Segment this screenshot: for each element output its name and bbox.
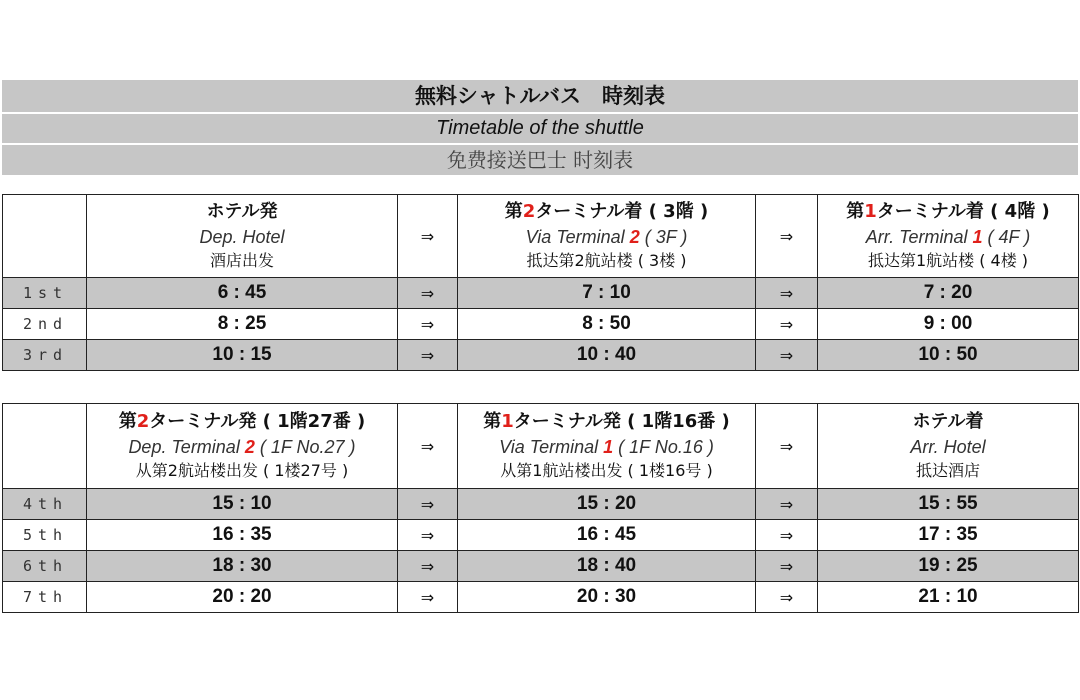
time-cell: 10 : 15: [87, 340, 398, 371]
time-cell: 7 : 10: [458, 278, 756, 309]
time-cell: 9 : 00: [818, 309, 1079, 340]
title-english: Timetable of the shuttle: [2, 114, 1078, 143]
header-jp: 第2ターミナル発 ( 1階27番 ): [118, 411, 366, 432]
header-zh: 酒店出发: [209, 251, 274, 270]
time-cell: 17 : 35: [818, 520, 1079, 551]
time-cell: 19 : 25: [818, 551, 1079, 582]
table-row: [3, 551, 1079, 582]
time-cell: 15 : 55: [818, 489, 1079, 520]
table-row: [3, 340, 1079, 371]
time-cell: 10 : 50: [818, 340, 1079, 371]
row-label: 5th: [3, 520, 87, 551]
table-row: [3, 489, 1079, 520]
header-en: Dep. Terminal 2 ( 1F No.27 ): [128, 437, 356, 457]
arrow-cell: ⇒: [398, 195, 458, 278]
header-row: [3, 195, 1079, 278]
header-via-terminal-1: [458, 404, 756, 489]
time-cell: 18 : 30: [87, 551, 398, 582]
arrow-cell: ⇒: [756, 278, 818, 309]
timetable-outbound: [2, 194, 1079, 371]
time-cell: 8 : 25: [87, 309, 398, 340]
header-jp: ホテル発: [206, 201, 278, 222]
arrow-cell: ⇒: [756, 582, 818, 613]
time-cell: 15 : 10: [87, 489, 398, 520]
header-zh: 从第2航站楼出发 ( 1楼27号 ): [135, 461, 349, 480]
header-via-terminal-2: [458, 195, 756, 278]
header-zh: 抵达第1航站楼 ( 4楼 ): [867, 251, 1029, 270]
header-en: Via Terminal 1 ( 1F No.16 ): [499, 437, 714, 457]
arrow-cell: ⇒: [398, 340, 458, 371]
arrow-cell: ⇒: [398, 582, 458, 613]
arrow-cell: ⇒: [756, 489, 818, 520]
header-en: Arr. Terminal 1 ( 4F ): [865, 227, 1031, 247]
time-cell: 20 : 30: [458, 582, 756, 613]
time-cell: 6 : 45: [87, 278, 398, 309]
timetable-return: [2, 403, 1079, 613]
row-label: 6th: [3, 551, 87, 582]
row-label: 3rd: [3, 340, 87, 371]
arrow-cell: ⇒: [756, 404, 818, 489]
header-en: Dep. Hotel: [199, 227, 285, 247]
arrow-cell: ⇒: [398, 520, 458, 551]
time-cell: 18 : 40: [458, 551, 756, 582]
header-departure-terminal-2: [87, 404, 398, 489]
arrow-cell: ⇒: [756, 195, 818, 278]
time-cell: 15 : 20: [458, 489, 756, 520]
header-en: Arr. Hotel: [910, 437, 986, 457]
header-jp: 第1ターミナル発 ( 1階16番 ): [483, 411, 730, 432]
time-cell: 20 : 20: [87, 582, 398, 613]
header-arrival-hotel: [818, 404, 1079, 489]
header-zh: 从第1航站楼出发 ( 1楼16号 ): [500, 461, 713, 480]
time-cell: 21 : 10: [818, 582, 1079, 613]
arrow-cell: ⇒: [398, 404, 458, 489]
table-row: [3, 309, 1079, 340]
time-cell: 16 : 35: [87, 520, 398, 551]
time-cell: 8 : 50: [458, 309, 756, 340]
row-label: 1st: [3, 278, 87, 309]
corner-cell: [3, 195, 87, 278]
time-cell: 10 : 40: [458, 340, 756, 371]
corner-cell: [3, 404, 87, 489]
header-zh: 抵达酒店: [915, 461, 980, 480]
time-cell: 16 : 45: [458, 520, 756, 551]
header-jp: 第1ターミナル着 ( 4階 ): [846, 201, 1050, 222]
header-row: [3, 404, 1079, 489]
table-row: [3, 582, 1079, 613]
header-arrival-terminal-1: [818, 195, 1079, 278]
header-en: Via Terminal 2 ( 3F ): [525, 227, 688, 247]
row-label: 7th: [3, 582, 87, 613]
arrow-cell: ⇒: [756, 520, 818, 551]
arrow-cell: ⇒: [398, 489, 458, 520]
title-japanese: 無料シャトルバス 時刻表: [2, 80, 1078, 112]
time-cell: 7 : 20: [818, 278, 1079, 309]
header-departure-hotel: [87, 195, 398, 278]
arrow-cell: ⇒: [398, 278, 458, 309]
arrow-cell: ⇒: [398, 551, 458, 582]
table-row: [3, 278, 1079, 309]
header-jp: 第2ターミナル着 ( 3階 ): [504, 201, 709, 222]
arrow-cell: ⇒: [756, 551, 818, 582]
arrow-cell: ⇒: [756, 340, 818, 371]
header-zh: 抵达第2航站楼 ( 3楼 ): [526, 251, 687, 270]
row-label: 2nd: [3, 309, 87, 340]
arrow-cell: ⇒: [398, 309, 458, 340]
header-jp: ホテル着: [912, 411, 984, 432]
title-chinese: 免费接送巴士 时刻表: [2, 145, 1078, 175]
table-row: [3, 520, 1079, 551]
arrow-cell: ⇒: [756, 309, 818, 340]
row-label: 4th: [3, 489, 87, 520]
